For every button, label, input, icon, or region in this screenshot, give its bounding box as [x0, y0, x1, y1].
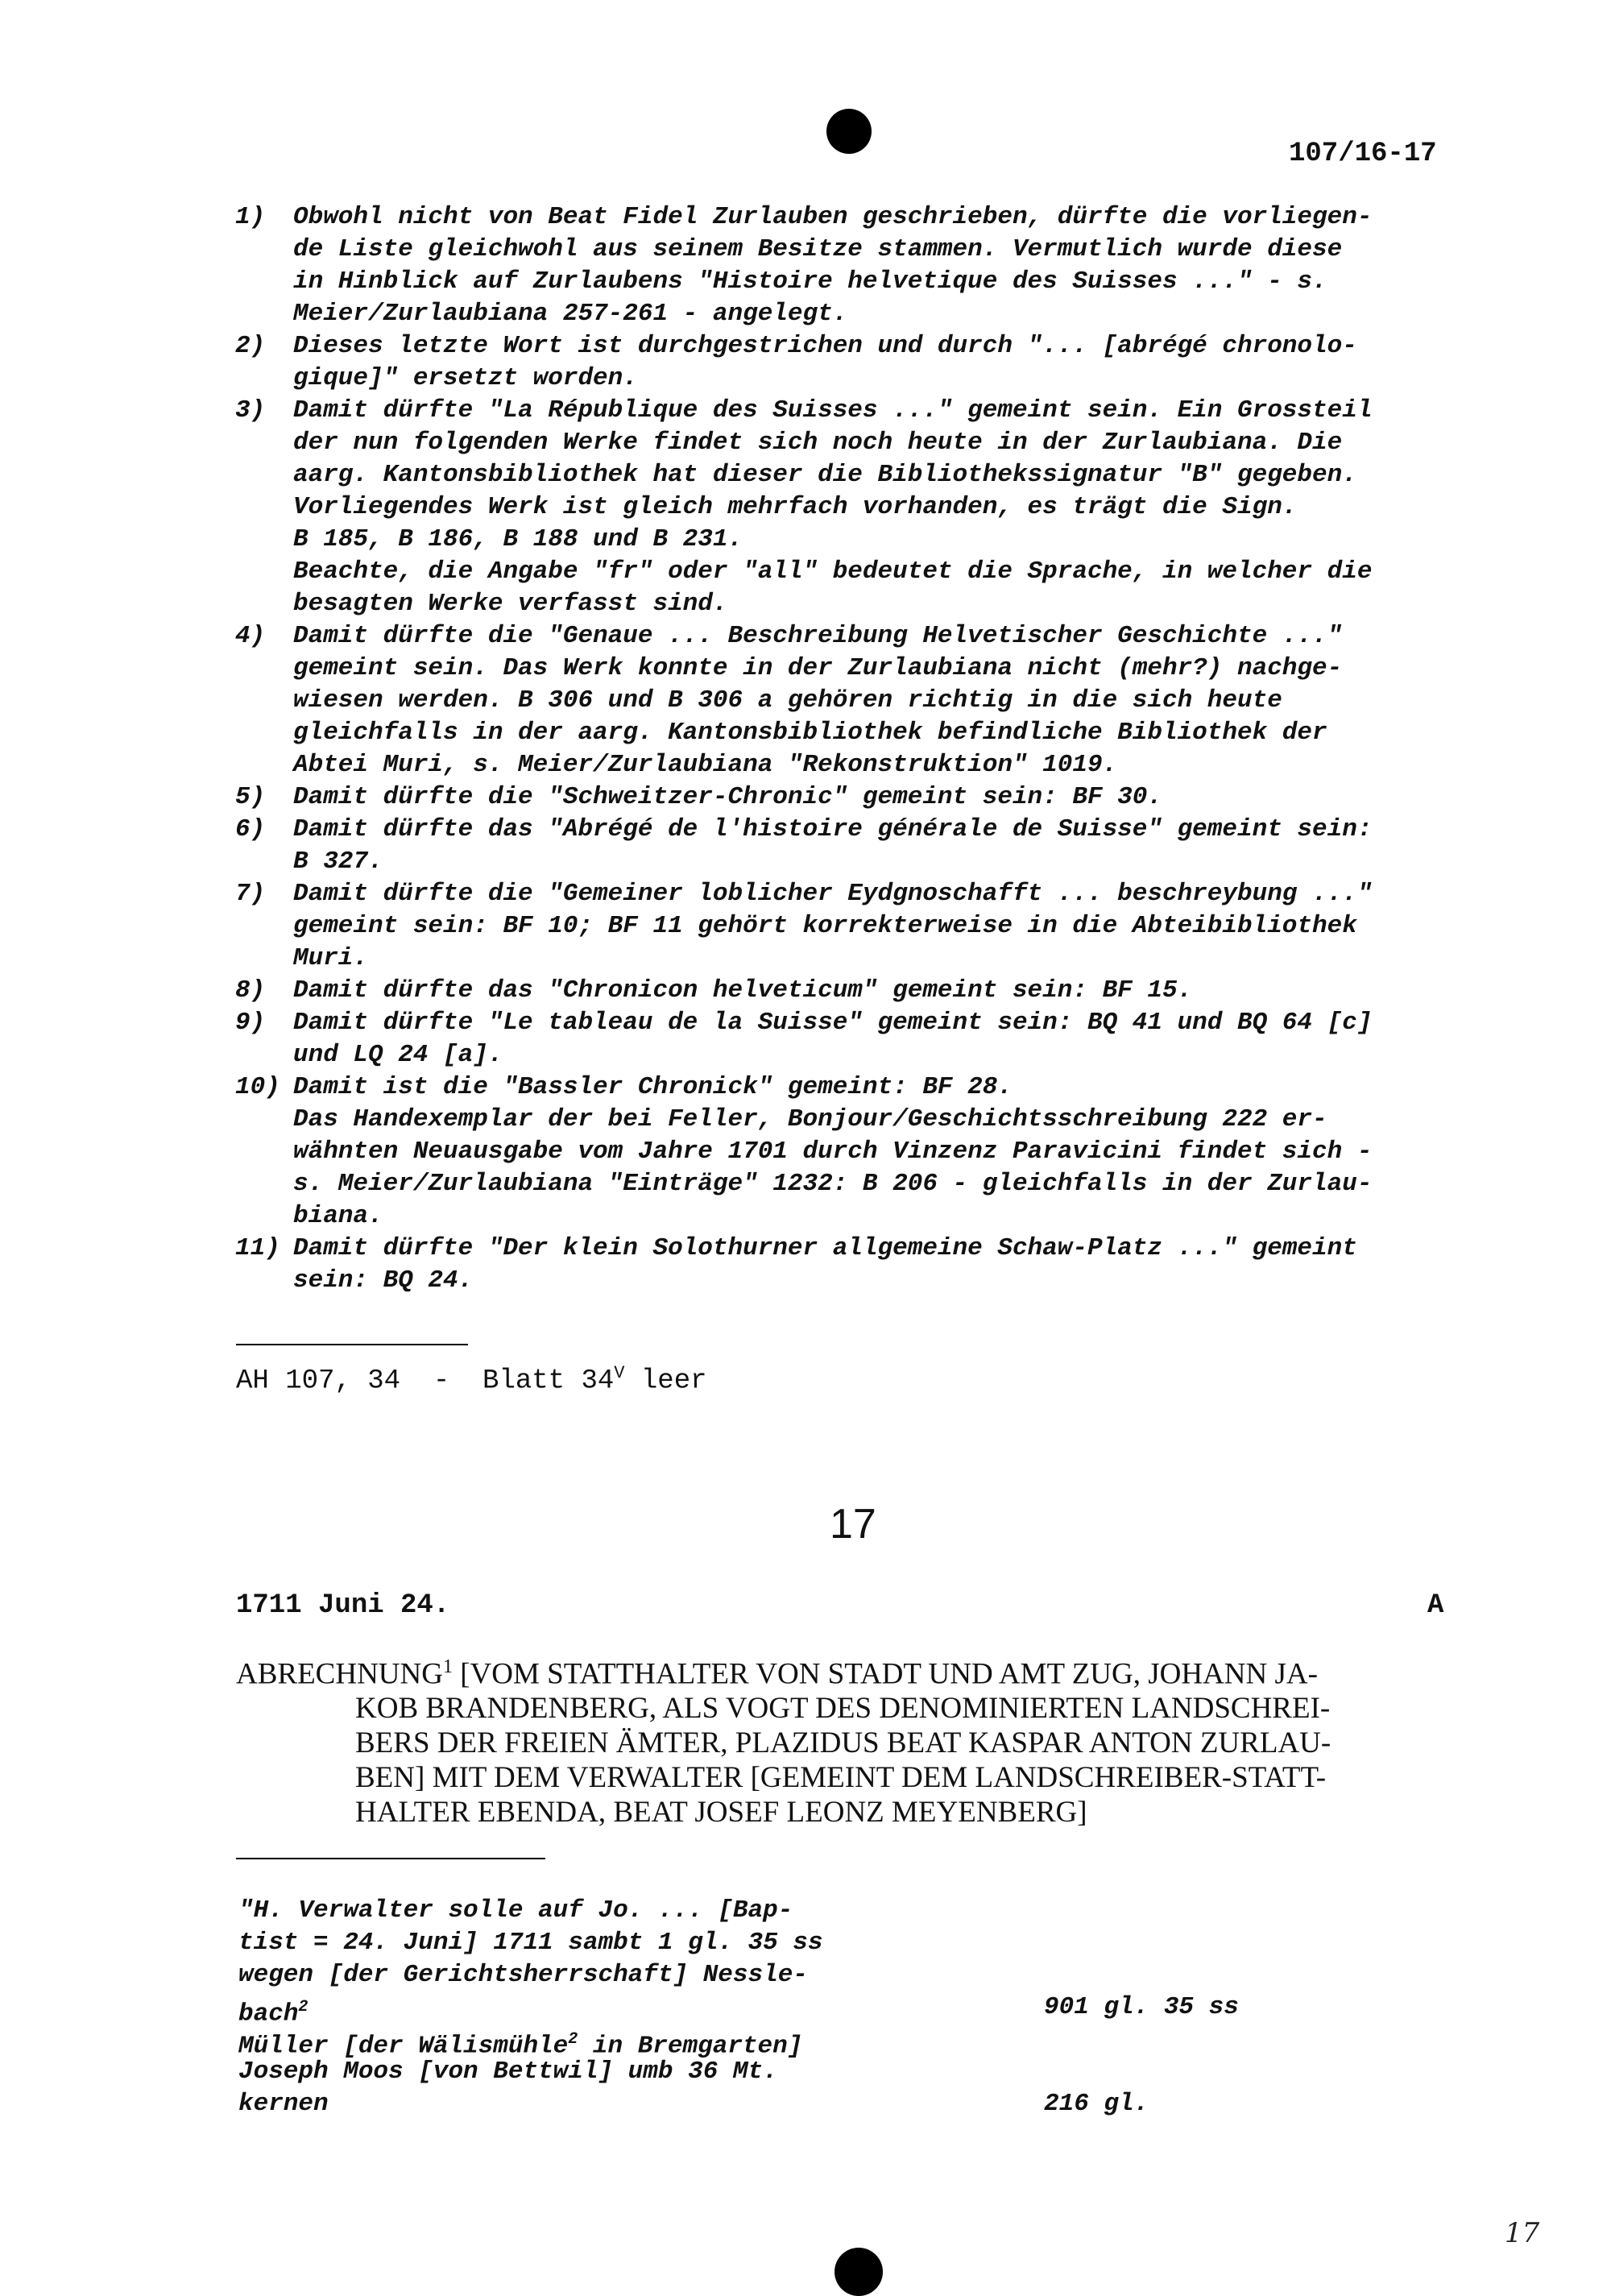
footnote-line: Damit dürfte die "Genaue ... Beschreibung Helvetischer Geschichte ...": [293, 622, 1343, 650]
footnote-line: aarg. Kantonsbibliothek hat dieser die Bibliothekssignatur "B" gegeben.: [293, 461, 1357, 489]
footnote-line: s. Meier/Zurlaubiana "Einträge" 1232: B 206 - gleichfalls in der Zurlau-: [293, 1170, 1373, 1198]
heading-footnote-ref: 1: [442, 1656, 453, 1677]
footnote-line: Damit dürfte "La République des Suisses ..." gemeint sein. Ein Grossteil: [293, 396, 1373, 425]
document-number: 17: [830, 1501, 876, 1548]
footnote-line: Das Handexemplar der bei Feller, Bonjour/Geschichtsschreibung 222 er-: [293, 1105, 1327, 1133]
account-text: in Bremgarten]: [578, 2032, 803, 2061]
footnote-line: de Liste gleichwohl aus seinem Besitze stammen. Vermutlich wurde diese: [293, 235, 1343, 263]
footnote-line: Dieses letzte Wort ist durchgestrichen und durch "... [abrégé chronolo-: [293, 332, 1357, 360]
footnote-item: [235, 1233, 1476, 1297]
footnote-line: Obwohl nicht von Beat Fidel Zurlauben geschrieben, dürfte die vorliegen-: [293, 203, 1373, 231]
footnote-line: Damit dürfte das "Chronicon helveticum" gemeint sein: BF 15.: [293, 976, 1193, 1005]
account-text: Müller [der Wälismühle: [238, 2032, 569, 2061]
footnote-number: 1): [235, 203, 266, 231]
footnote-item: [235, 201, 1476, 330]
footnote-item: [235, 395, 1476, 620]
footnote-item: [235, 1007, 1476, 1071]
footnote-line: Damit dürfte die "Gemeiner loblicher Eydgnoschafft ... beschreybung ...": [293, 880, 1373, 908]
footnote-line: Beachte, die Angabe "fr" oder "all" bedeutet die Sprache, in welcher die: [293, 557, 1373, 586]
heading-line-first: [236, 1650, 1485, 1691]
document-heading: [236, 1650, 1485, 1830]
account-line: [238, 2056, 1447, 2088]
archive-reference-suffix: leer: [624, 1366, 707, 1397]
footnote-item: [235, 781, 1476, 814]
account-line: [238, 2088, 1447, 2120]
account-line: [238, 1895, 1447, 1927]
footnote-line: besagten Werke verfasst sind.: [293, 590, 728, 618]
footnote-line: wähnten Neuausgabe vom Jahre 1701 durch Vinzenz Paravicini findet sich -: [293, 1138, 1373, 1166]
footnote-number: 4): [235, 622, 266, 650]
divider-rule: [236, 1344, 468, 1345]
footnote-number: 6): [235, 815, 266, 843]
footnote-line: sein: BQ 24.: [293, 1266, 474, 1295]
document-date: 1711 Juni 24.: [236, 1590, 450, 1621]
footnotes-list: [235, 201, 1476, 1297]
footnote-line: gemeint sein. Das Werk konnte in der Zurlaubiana nicht (mehr?) nachge-: [293, 654, 1343, 682]
footnote-line: biana.: [293, 1202, 383, 1230]
footnote-line: gique]" ersetzt worden.: [293, 364, 638, 392]
account-footnote-ref: 2: [568, 2030, 578, 2049]
footnote-line: Damit dürfte "Le tableau de la Suisse" gemeint sein: BQ 41 und BQ 64 [c]: [293, 1009, 1373, 1037]
account-line: [238, 1959, 1447, 1991]
account-line: [238, 2024, 1447, 2061]
heading-line: KOB BRANDENBERG, ALS VOGT DES DENOMINIERTEN LANDSCHREI-: [355, 1692, 1331, 1726]
divider-rule: [236, 1858, 545, 1859]
footnote-item: [235, 814, 1476, 878]
footnote-number: 2): [235, 332, 266, 360]
footnote-line: und LQ 24 [a].: [293, 1041, 503, 1069]
heading-line: HALTER EBENDA, BEAT JOSEF LEONZ MEYENBERG]: [355, 1796, 1087, 1830]
heading-word: ABRECHNUNG: [236, 1657, 443, 1691]
footnote-line: Abtei Muri, s. Meier/Zurlaubiana "Rekonstruktion" 1019.: [293, 751, 1118, 779]
footnote-line: Damit dürfte das "Abrégé de l'histoire générale de Suisse" gemeint sein:: [293, 815, 1373, 843]
account-amount: 216 gl.: [1044, 2090, 1149, 2118]
account-line: [238, 1927, 1447, 1959]
account-entries: [238, 1895, 1447, 2120]
footnote-line: in Hinblick auf Zurlaubens "Histoire helvetique des Suisses ..." - s.: [293, 267, 1327, 296]
punch-hole-mark: [834, 2248, 883, 2296]
account-footnote-ref: 2: [298, 1998, 309, 2016]
footnote-number: 11): [235, 1234, 280, 1262]
heading-line: BERS DER FREIEN ÄMTER, PLAZIDUS BEAT KASPAR ANTON ZURLAU-: [355, 1726, 1331, 1760]
footnote-line: B 327.: [293, 848, 383, 876]
archive-reference-line: [236, 1363, 707, 1396]
footnote-line: Damit ist die "Bassler Chronick" gemeint: BF 28.: [293, 1073, 1013, 1101]
footnote-number: 8): [235, 976, 266, 1005]
footnote-line: Damit dürfte "Der klein Solothurner allgemeine Schaw-Platz ..." gemeint: [293, 1234, 1357, 1262]
footnote-number: 7): [235, 880, 266, 908]
footnote-number: 10): [235, 1073, 280, 1101]
account-amount: 901 gl. 35 ss: [1044, 1993, 1239, 2021]
footnote-item: [235, 330, 1476, 395]
footnote-item: [235, 975, 1476, 1007]
footnote-item: [235, 1071, 1476, 1233]
footnote-line: Muri.: [293, 944, 369, 972]
punch-hole-mark: [826, 109, 872, 154]
footnote-line: wiesen werden. B 306 und B 306 a gehören richtig in die sich heute: [293, 686, 1282, 715]
footnote-number: 3): [235, 396, 266, 425]
archive-reference-text: AH 107, 34 - Blatt 34: [236, 1366, 615, 1397]
footnote-number: 5): [235, 783, 266, 811]
account-line: [238, 1991, 1447, 2029]
handwritten-page-mark: 17: [1505, 2217, 1540, 2249]
account-text: wegen [der Gerichtsherrschaft] Nessle-: [238, 1961, 808, 1989]
account-text: Joseph Moos [von Bettwil] umb 36 Mt.: [238, 2058, 778, 2086]
archive-reference-superscript: V: [614, 1363, 625, 1383]
footnote-line: gemeint sein: BF 10; BF 11 gehört korrekterweise in die Abteibibliothek: [293, 912, 1357, 940]
account-text: tist = 24. Juni] 1711 sambt 1 gl. 35 ss: [238, 1929, 823, 1957]
footnote-line: Vorliegendes Werk ist gleich mehrfach vorhanden, es trägt die Sign.: [293, 493, 1298, 521]
footnote-line: Damit dürfte die "Schweitzer-Chronic" gemeint sein: BF 30.: [293, 783, 1162, 811]
heading-first-rest: [VOM STATTHALTER VON STADT UND AMT ZUG, JOHANN JA-: [452, 1657, 1318, 1691]
footnote-line: gleichfalls in der aarg. Kantonsbibliothek befindliche Bibliothek der: [293, 719, 1327, 747]
account-text: kernen: [238, 2090, 329, 2118]
page-reference: 107/16-17: [1289, 139, 1437, 169]
heading-line: BEN] MIT DEM VERWALTER [GEMEINT DEM LANDSCHREIBER-STATT-: [355, 1761, 1327, 1795]
footnote-item: [235, 878, 1476, 975]
document-type: A: [1427, 1590, 1444, 1621]
account-text: bach: [238, 2000, 299, 2029]
footnote-line: der nun folgenden Werke findet sich noch heute in der Zurlaubiana. Die: [293, 429, 1343, 457]
footnote-line: B 185, B 186, B 188 und B 231.: [293, 525, 743, 553]
footnote-line: Meier/Zurlaubiana 257-261 - angelegt.: [293, 300, 848, 328]
footnote-item: [235, 620, 1476, 781]
footnote-number: 9): [235, 1009, 266, 1037]
account-text: "H. Verwalter solle auf Jo. ... [Bap-: [238, 1896, 793, 1925]
